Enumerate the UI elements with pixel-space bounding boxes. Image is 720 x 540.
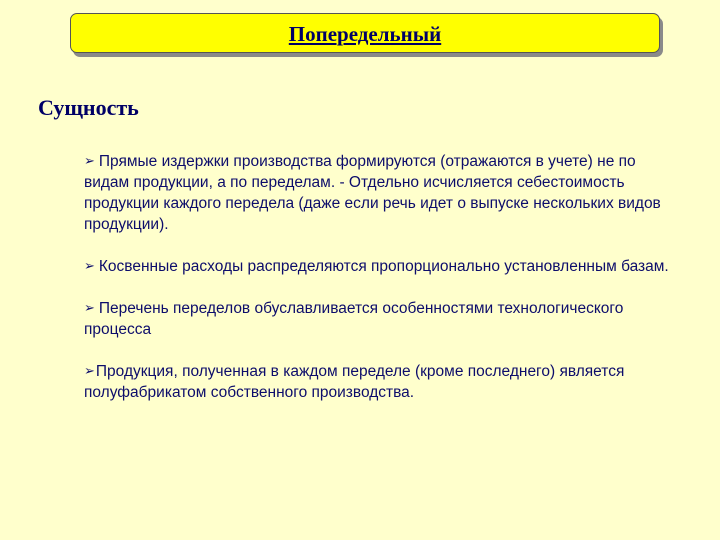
bullet-list [84, 151, 684, 424]
slide-title: Попередельный [288, 21, 442, 46]
arrow-bullet-icon: ➢ [84, 153, 95, 168]
section-heading: Сущность [38, 95, 139, 120]
bullet-text: Продукция, полученная в каждом переделе (кроме последнего) является полуфабрикатом собственного производства. [84, 363, 625, 401]
arrow-bullet-icon: ➢ [84, 300, 95, 315]
arrow-bullet-icon: ➢ [84, 258, 95, 273]
bullet-text: Косвенные расходы распределяются пропорционально установленным базам. [98, 258, 669, 275]
bullet-item [84, 298, 684, 340]
bullet-item [84, 256, 684, 277]
bullet-text: Прямые издержки производства формируются (отражаются в учете) не по видам продукции, а по переделам. - Отдельно исчисляется себестоимость продукции каждого передела (даже если речь идет о выпуске нескольких видов продукции). [84, 153, 661, 233]
arrow-bullet-icon: ➢ [84, 363, 95, 378]
bullet-item [84, 361, 684, 403]
title-box [70, 13, 660, 53]
bullet-text: Перечень переделов обуславливается особенностями технологического процесса [84, 300, 624, 338]
bullet-item [84, 151, 684, 235]
